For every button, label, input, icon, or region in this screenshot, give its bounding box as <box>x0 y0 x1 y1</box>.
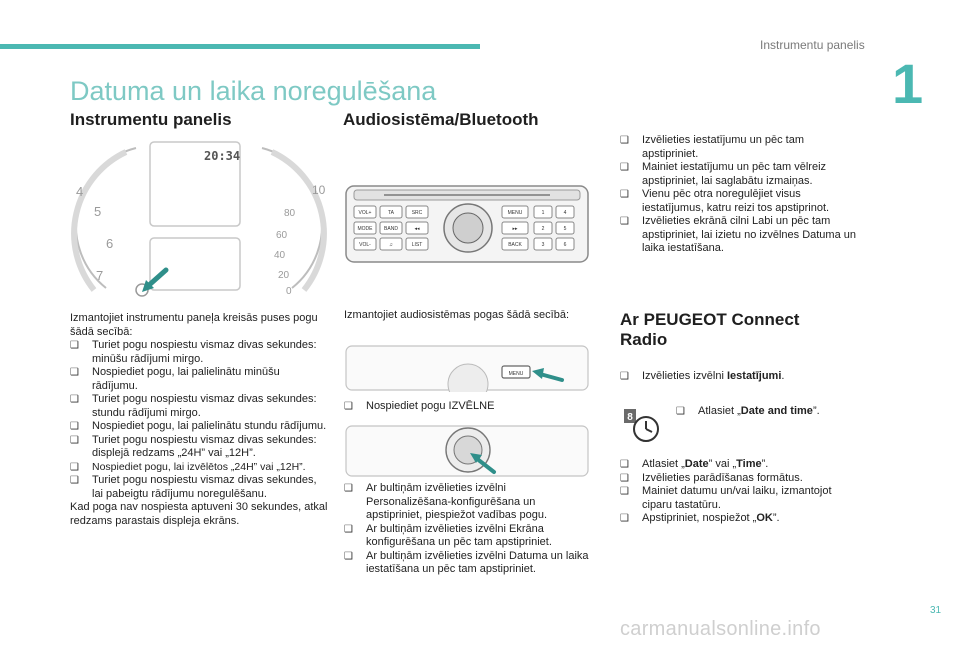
list-item: ❑ Apstipriniet, nospiežot „OK”. <box>620 512 780 524</box>
svg-text:5: 5 <box>563 226 567 232</box>
col2-menu-step <box>344 400 594 414</box>
audio-menu-button-illustration <box>344 344 590 392</box>
svg-text:MODE: MODE <box>357 226 373 232</box>
svg-text:4: 4 <box>563 210 567 216</box>
bullet-marker-icon: ❑ <box>70 394 79 405</box>
watermark: carmanualsonline.info <box>620 618 821 640</box>
list-item: ❑ Nospiediet pogu, lai izvēlētos „24H” vai „12H”. <box>70 460 306 473</box>
list-item: ❑ Ar bultiņām izvēlieties izvēlni Datuma un laika iestatīšana un pēc tam apstipriniet. <box>344 549 589 575</box>
svg-text:SRC: SRC <box>411 210 423 216</box>
bullet-marker-icon: ❑ <box>70 421 79 432</box>
bullet-marker-icon: ❑ <box>620 135 629 146</box>
gauge-tick: 7 <box>96 268 104 283</box>
page-number: 31 <box>930 605 942 616</box>
svg-text:MENU: MENU <box>507 210 523 216</box>
svg-text:♫: ♫ <box>389 242 393 248</box>
instrument-cluster-illustration <box>66 138 332 300</box>
list-item: ❑ Nospiediet pogu, lai palielinātu stundu rādījumu. <box>70 420 327 432</box>
svg-text:VOL-: VOL- <box>359 242 371 248</box>
list-item: ❑ Turiet pogu nospiestu vismaz divas sekundes: minūšu rādījumi mirgo. <box>70 339 317 365</box>
gauge-tick: 0 <box>286 286 292 297</box>
list-item: ❑ Izvēlieties iestatījumu un pēc tam apstipriniet. <box>620 134 805 160</box>
col3-bottom-list <box>620 458 860 526</box>
svg-text:LIST: LIST <box>411 242 423 248</box>
col1-intro: Izmantojiet instrumentu paneļa kreisās puses pogu šādā secībā: <box>70 312 318 338</box>
bullet-marker-icon: ❑ <box>620 472 629 484</box>
list-item: ❑ Mainiet datumu un/vai laiku, izmantojot ciparu tastatūru. <box>620 485 832 511</box>
audio-unit-illustration <box>344 184 590 264</box>
col3-top-list <box>620 134 860 256</box>
gauge-tick: 4 <box>76 184 84 199</box>
gauge-tick: 80 <box>284 208 296 219</box>
svg-text:BAND: BAND <box>384 226 398 232</box>
list-item: ❑ Nospiediet pogu IZVĒLNE <box>344 400 495 412</box>
svg-text:6: 6 <box>563 242 567 248</box>
list-item: ❑ Atlasiet „Date” vai „Time”. <box>620 458 769 470</box>
list-item: ❑ Turiet pogu nospiestu vismaz divas sekundes: stundu rādījumi mirgo. <box>70 393 317 419</box>
list-item: ❑ Izvēlieties parādīšanas formātus. <box>620 471 803 484</box>
instrument-panel-heading: Instrumentu panelis <box>70 110 232 129</box>
svg-text:VOL+: VOL+ <box>358 210 372 216</box>
bullet-marker-icon: ❑ <box>70 434 79 446</box>
bullet-marker-icon: ❑ <box>620 513 629 524</box>
svg-text:▸▸: ▸▸ <box>512 226 518 232</box>
gauge-tick: 20 <box>278 270 290 281</box>
bullet-marker-icon: ❑ <box>70 461 79 473</box>
svg-text:◂◂: ◂◂ <box>414 226 420 232</box>
header-accent-bar <box>0 44 480 49</box>
bullet-marker-icon: ❑ <box>70 340 79 351</box>
bullet-marker-icon: ❑ <box>344 401 353 412</box>
clock-settings-icon <box>624 405 664 445</box>
bullet-marker-icon: ❑ <box>676 406 685 417</box>
bullet-marker-icon: ❑ <box>70 367 79 378</box>
svg-text:3: 3 <box>541 242 545 248</box>
bullet-marker-icon: ❑ <box>620 486 629 497</box>
list-item: ❑ Nospiediet pogu, lai palielinātu minūšu rādījumu. <box>70 366 280 392</box>
col3-settings-step <box>620 370 860 384</box>
chapter-number: 1 <box>892 52 924 115</box>
audio-knob-illustration <box>344 424 590 478</box>
list-item: ❑ Ar bultiņām izvēlieties izvēlni Personalizēšana-konfigurēšana un apstipriniet, piespiežot vadības pogu. <box>344 482 548 521</box>
col2-list <box>344 482 594 577</box>
col2-intro: Izmantojiet audiosistēmas pogas šādā secībā: <box>344 309 570 321</box>
svg-text:TA: TA <box>387 210 395 216</box>
svg-text:BACK: BACK <box>508 242 522 248</box>
list-item: ❑ Mainiet iestatījumu un pēc tam vēlreiz apstipriniet, lai saglabātu izmaiņas. <box>620 161 827 187</box>
clock-display: 20:34 <box>204 149 241 163</box>
bullet-marker-icon: ❑ <box>344 523 353 535</box>
list-item: ❑ Izvēlieties ekrānā cilni Labi un pēc tam apstipriniet, lai izietu no izvēlnes Datuma un laika iestatīšana. <box>620 215 857 254</box>
gauge-tick: 60 <box>276 230 288 241</box>
col1-outro: Kad poga nav nospiesta aptuveni 30 sekundes, atkal redzams parastais displeja ekrāns. <box>70 501 328 527</box>
list-item: ❑ Turiet pogu nospiestu vismaz divas sekundes, lai pabeigtu rādījumu noregulēšanu. <box>70 474 317 500</box>
svg-text:1: 1 <box>541 210 545 216</box>
svg-text:8: 8 <box>627 412 633 423</box>
list-item: ❑ Izvēlieties izvēlni Iestatījumi. <box>620 370 785 382</box>
bullet-marker-icon: ❑ <box>344 550 353 562</box>
gauge-tick: 5 <box>94 204 102 219</box>
list-item: ❑ Ar bultiņām izvēlieties izvēlni Ekrāna konfigurēšana un pēc tam apstipriniet. <box>344 522 552 548</box>
gauge-tick: 10 <box>312 183 326 197</box>
bullet-marker-icon: ❑ <box>70 475 79 486</box>
page-title: Datuma un laika noregulēšana <box>70 76 437 106</box>
svg-text:MENU: MENU <box>508 371 524 377</box>
bullet-marker-icon: ❑ <box>620 162 629 173</box>
gauge-tick: 6 <box>106 236 114 251</box>
bullet-marker-icon: ❑ <box>344 483 353 494</box>
list-item: ❑ Turiet pogu nospiestu vismaz divas sekundes: displejā redzams „24H” vai „12H”. <box>70 433 317 459</box>
audio-system-heading: Audiosistēma/Bluetooth <box>343 110 539 129</box>
list-item: ❑ Vienu pēc otra noregulējiet visus iestatījumus, katru reizi tos apstiprinot. <box>620 188 830 214</box>
section-label: Instrumentu panelis <box>760 38 865 52</box>
connect-radio-heading: Ar PEUGEOT Connect Radio <box>620 310 800 349</box>
bullet-marker-icon: ❑ <box>620 216 629 227</box>
bullet-marker-icon: ❑ <box>620 459 629 470</box>
bullet-marker-icon: ❑ <box>620 189 629 200</box>
list-item: ❑ Atlasiet „Date and time”. <box>676 405 820 417</box>
col3-date-time-step <box>676 405 866 419</box>
gauge-tick: 40 <box>274 250 286 261</box>
svg-text:2: 2 <box>541 226 545 232</box>
col1-text <box>70 312 328 528</box>
bullet-marker-icon: ❑ <box>620 371 629 382</box>
